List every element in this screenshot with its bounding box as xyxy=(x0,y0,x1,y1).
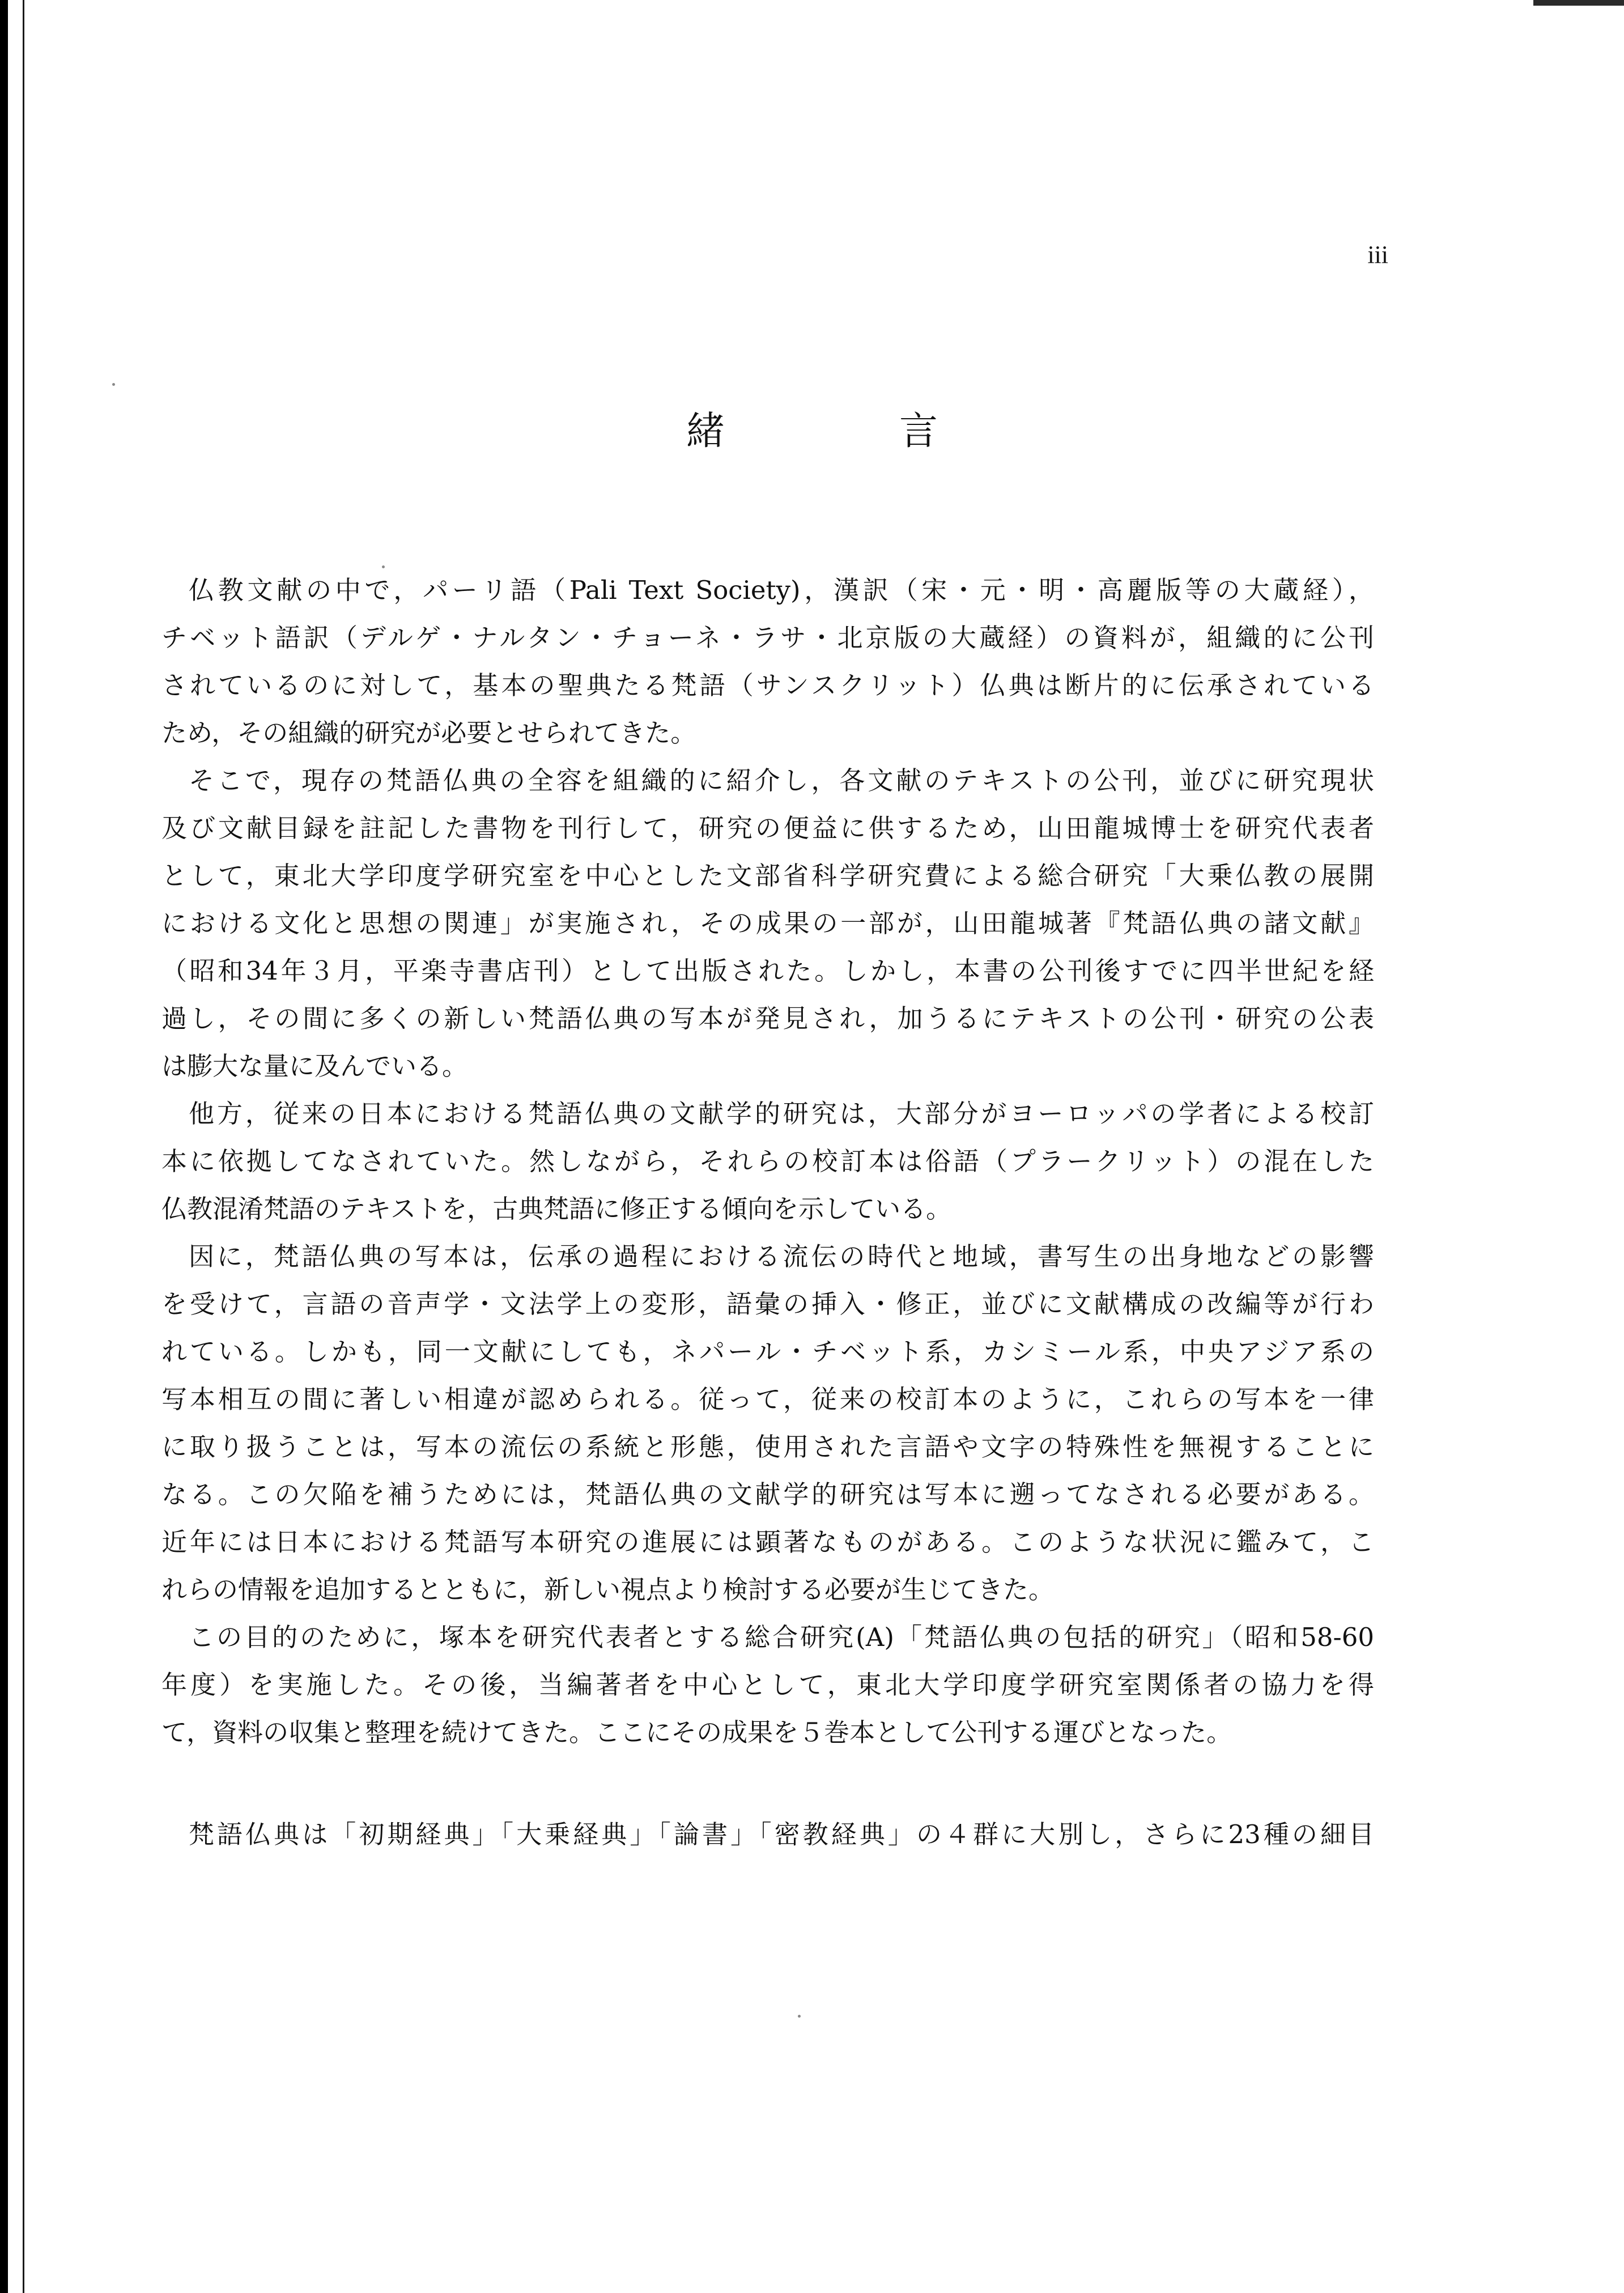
text-line: を受けて，言語の音声学・文法学上の変形，語彙の挿入・修正，並びに文献構成の改編等が行わ xyxy=(161,1289,1374,1319)
text-line: れらの情報を追加するとともに，新しい視点より検討する必要が生じてきた。 xyxy=(161,1575,1055,1605)
text-line: 仏教文献の中で，パーリ語（Pali Text Society)，漢訳（宋・元・明・高麗版等の大蔵経）， xyxy=(189,575,1374,605)
text-line: 過し，その間に多くの新しい梵語仏典の写本が発見され，加うるにテキストの公刊・研究の公表 xyxy=(161,1003,1374,1033)
scan-speck xyxy=(112,383,115,386)
preface-body xyxy=(161,567,1374,1858)
text-line: 他方，従来の日本における梵語仏典の文献学的研究は，大部分がヨーロッパの学者による校訂 xyxy=(189,1099,1374,1129)
text-line: 本に依拠してなされていた。然しながら，それらの校訂本は俗語（プラークリット）の混在した xyxy=(161,1146,1374,1176)
text-line: 年度）を実施した。その後，当編著者を中心として，東北大学印度学研究室関係者の協力を得 xyxy=(161,1670,1374,1700)
text-line: に取り扱うことは，写本の流伝の系統と形態，使用された言語や文字の特殊性を無視することに xyxy=(161,1432,1374,1462)
text-line: 仏教混淆梵語のテキストを，古典梵語に修正する傾向を示している。 xyxy=(161,1194,952,1224)
text-line: そこで，現存の梵語仏典の全容を組織的に紹介し，各文献のテキストの公刊，並びに研究現状 xyxy=(189,765,1374,795)
text-line: 近年には日本における梵語写本研究の進展には顕著なものがある。このような状況に鑑みて，こ xyxy=(161,1527,1374,1557)
text-line: れている。しかも，同一文献にしても，ネパール・チベット系，カシミール系，中央アジア系の xyxy=(161,1337,1374,1367)
text-line: チベット語訳（デルゲ・ナルタン・チョーネ・ラサ・北京版の大蔵経）の資料が，組織的に公刊 xyxy=(161,623,1374,653)
text-line: における文化と思想の関連」が実施され，その成果の一部が，山田龍城著『梵語仏典の諸文献』 xyxy=(161,908,1374,938)
text-line: 写本相互の間に著しい相違が認められる。従って，従来の校訂本のように，これらの写本を一律 xyxy=(161,1384,1374,1414)
text-line: 梵語仏典は「初期経典」「大乗経典」「論書」「密教経典」の４群に大別し，さらに23種の細目 xyxy=(189,1819,1374,1849)
text-line: は膨大な量に及んでいる。 xyxy=(161,1051,468,1081)
text-line: て，資料の収集と整理を続けてきた。ここにその成果を５巻本として公刊する運びとなった。 xyxy=(161,1717,1232,1747)
paragraph-gap xyxy=(161,1756,1374,1811)
text-line: として，東北大学印度学研究室を中心とした文部省科学研究費による総合研究「大乗仏教の展開 xyxy=(161,861,1374,891)
scan-speck xyxy=(798,2015,801,2018)
page-title: 緒 言 xyxy=(686,409,1006,454)
text-line: 因に，梵語仏典の写本は，伝承の過程における流伝の時代と地域，書写生の出身地などの影響 xyxy=(189,1241,1374,1271)
scan-edge-left xyxy=(0,0,8,2293)
text-line: なる。この欠陥を補うためには，梵語仏典の文献学的研究は写本に遡ってなされる必要がある。 xyxy=(161,1479,1374,1509)
scan-edge-top xyxy=(1533,0,1624,6)
text-line: （昭和34年３月，平楽寺書店刊）として出版された。しかし，本書の公刊後すでに四半世紀を経 xyxy=(161,956,1374,986)
page-number: iii xyxy=(1367,241,1388,269)
text-line: ため，その組織的研究が必要とせられてきた。 xyxy=(161,718,696,748)
scan-edge-line xyxy=(23,0,24,2293)
text-line: この目的のために，塚本を研究代表者とする総合研究(A)「梵語仏典の包括的研究」（昭和58-60 xyxy=(189,1622,1374,1652)
text-line: 及び文献目録を註記した書物を刊行して，研究の便益に供するため，山田龍城博士を研究代表者 xyxy=(161,813,1374,843)
text-line: されているのに対して，基本の聖典たる梵語（サンスクリット）仏典は断片的に伝承されている xyxy=(161,670,1374,700)
